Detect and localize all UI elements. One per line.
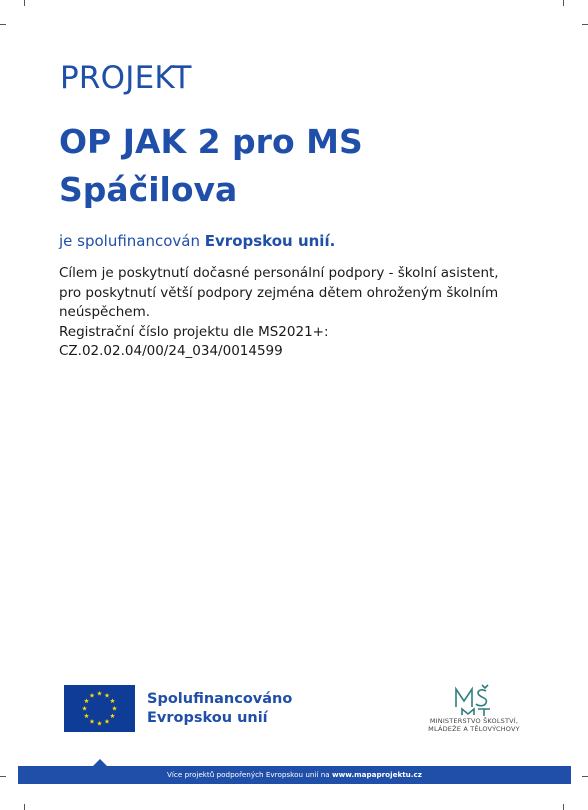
cofinanced-emphasis: Evropskou unií. xyxy=(204,232,336,250)
crop-mark xyxy=(24,804,25,810)
project-title xyxy=(59,118,529,214)
crop-mark xyxy=(0,776,6,777)
footer-prefix: Více projektů podpořených Evropskou unií na xyxy=(167,770,332,779)
eu-logo-line: Spolufinancováno xyxy=(147,690,293,707)
project-description xyxy=(59,264,539,362)
description-line: neúspěchem. xyxy=(59,304,151,320)
crop-mark xyxy=(24,0,25,6)
msmt-name-line: MLÁDEŽE A TĚLOVÝCHOVY xyxy=(428,725,520,733)
project-title-line: OP JAK 2 pro MS xyxy=(59,122,363,161)
eu-cofinancing-logo xyxy=(64,685,292,732)
footer-notch xyxy=(93,759,107,766)
eu-star-icon xyxy=(84,713,89,718)
registration-number: CZ.02.02.04/00/24_034/0014599 xyxy=(59,343,283,359)
eu-star-icon xyxy=(110,698,115,703)
eu-flag-icon xyxy=(64,685,135,732)
eu-star-icon xyxy=(90,719,95,724)
eu-star-icon xyxy=(97,691,102,696)
msmt-logo-icon xyxy=(444,683,504,717)
description-line: Registrační číslo projektu dle MS2021+: xyxy=(59,323,329,340)
project-kicker: PROJEKT xyxy=(60,60,192,96)
eu-star-icon xyxy=(105,719,110,724)
crop-mark xyxy=(563,0,564,6)
eu-star-icon xyxy=(82,706,87,711)
footer-link[interactable]: www.mapaprojektu.cz xyxy=(331,770,422,779)
crop-mark xyxy=(582,776,588,777)
eu-logo-line: Evropskou unií xyxy=(147,709,268,726)
eu-flag-stars xyxy=(64,685,135,732)
project-title-line: Spáčilova xyxy=(59,170,238,209)
crop-mark xyxy=(0,24,6,25)
eu-logo-text xyxy=(147,690,292,728)
eu-star-icon xyxy=(105,693,110,698)
eu-star-icon xyxy=(97,721,102,726)
cofinanced-prefix: je spolufinancován xyxy=(59,232,205,250)
description-line: pro poskytnutí větší podpory zejména dětem ohroženým školním xyxy=(59,284,499,301)
crop-mark xyxy=(563,804,564,810)
cofinanced-statement xyxy=(59,232,335,250)
crop-mark xyxy=(582,24,588,25)
eu-star-icon xyxy=(90,693,95,698)
eu-star-icon xyxy=(84,698,89,703)
msmt-name-line: MINISTERSTVO ŠKOLSTVÍ, xyxy=(429,717,519,725)
eu-star-icon xyxy=(112,706,117,711)
footer-text xyxy=(18,766,571,784)
msmt-logo xyxy=(418,683,530,733)
eu-star-icon xyxy=(110,713,115,718)
description-line: Cílem je poskytnutí dočasné personální podpory - školní asistent, xyxy=(59,265,499,281)
